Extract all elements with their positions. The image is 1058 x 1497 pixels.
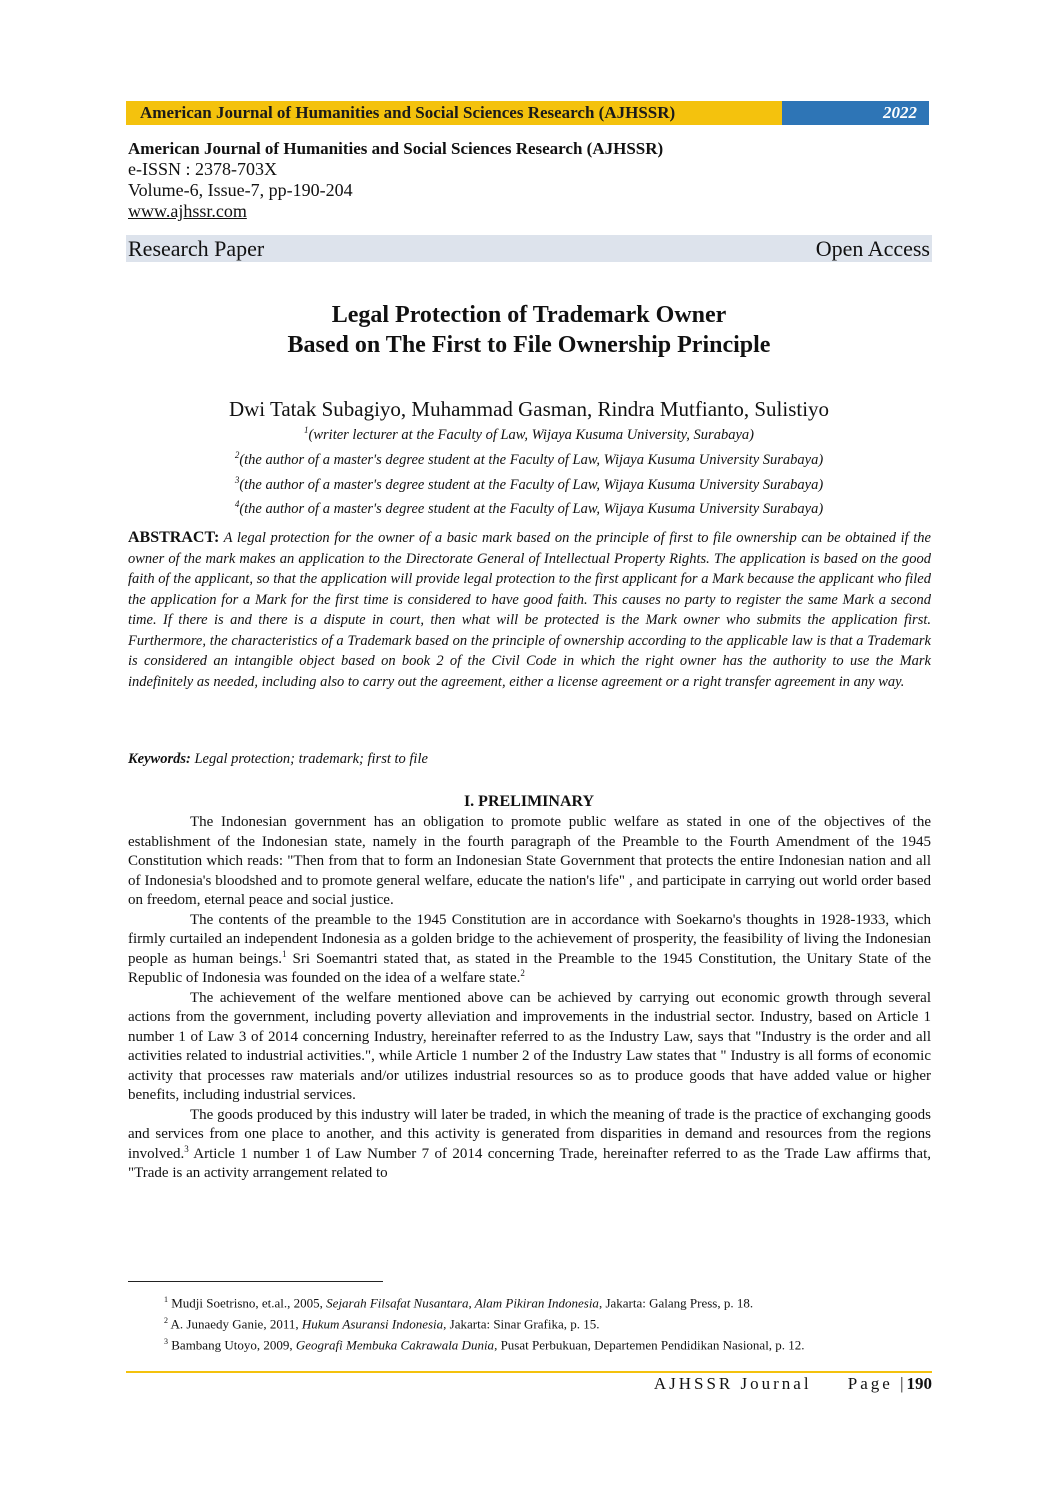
footnote-ref[interactable]: 2 — [520, 968, 525, 978]
affiliation-item: $^2$(the author of a master's degree student at the Faculty of Law, Wijaya Kusuma University Surabaya) — [234, 449, 824, 468]
title-line-2: Based on The First to File Ownership Principle — [287, 332, 771, 358]
page-footer: AJHSSR Journal Page |190 — [653, 1374, 932, 1393]
footer-journal: AJHSSR Journal — [653, 1374, 812, 1393]
footnote: $^1$ Mudji Soetrisno, et.al., 2005, Sejarah Filsafat Nusantara, Alam Pikiran Indonesia, Jakarta: Galang Press, p. 18. — [164, 1295, 754, 1311]
footnote-divider — [128, 1281, 383, 1282]
title-line-1: Legal Protection of Trademark Owner — [331, 302, 727, 328]
meta-issn: e-ISSN : 2378-703X — [128, 159, 277, 179]
paragraph: The Indonesian government has an obligation to promote public welfare as stated in one of the objectives of the establishment of the Indonesian state, namely in the fourth paragraph of the Preamble to the Fourth Amendment of the 1945 Constitution which reads: "Then from that to form an Indonesian State Government that protects the entire Indonesian nation and all of Indonesia's bloodshed and to promote general welfare, educate the nation's life" , and participate in carrying out world order based on freedom, eternal peace and social justice. — [128, 814, 931, 908]
paper-type: Research Paper — [128, 236, 265, 261]
paragraph: The contents of the preamble to the 1945 Constitution are in accordance with Soekarno's thoughts in 1928-1933, which firmly curtailed an independent Indonesia as a golden bridge to the achievement of prosperity, the feasibility of living the Indonesian people as human beings.$^1$ Sri Soemantri stated that, as stated in the Preamble to the 1945 Constitution, the Unitary State of the Republic of Indonesia was founded on the idea of a welfare state.$^2$ — [128, 911, 931, 986]
journal-meta — [128, 138, 663, 222]
paper-type-bar — [126, 235, 932, 262]
abstract — [128, 528, 931, 692]
footer-page-label: Page — [847, 1374, 893, 1393]
journal-header-band — [126, 101, 929, 125]
header-journal-name: American Journal of Humanities and Social Sciences Research (AJHSSR) — [126, 101, 782, 125]
abstract-label: ABSTRACT: — [128, 529, 220, 546]
affiliations — [126, 420, 932, 519]
footnote: $^2$ A. Junaedy Ganie, 2011, Hukum Asuransi Indonesia, Jakarta: Sinar Grafika, p. 15. — [164, 1315, 600, 1332]
abstract-text: A legal protection for the owner of a basic mark based on the principle of first to file ownership can be obtained if the owner of the mark makes an application to the Directorate General of Intellectual Property Rights. The application is based on the good faith of the applicant, so that the application will provide legal protection to the first applicant for a Mark because the applicant who filed the application for a Mark for the first time is considered to have good faith. This causes no party to register the same Mark a second time. If there is and there is a dispute in court, then what will be protected is the Mark owner who submits the application first. Furthermore, the characteristics of a Trademark based on the principle of ownership according to the applicable law is that a Trademark is considered an intangible object based on book 2 of the Civil Code in which the right owner has the authority to use the Mark indefinitely as needed, including also to carry out the agreement, either a license agreement or a right transfer agreement in any way. — [128, 530, 931, 690]
header-year: 2022 — [782, 101, 929, 125]
meta-volume: Volume-6, Issue-7, pp-190-204 — [128, 180, 353, 200]
affiliation-item: $^4$(the author of a master's degree student at the Faculty of Law, Wijaya Kusuma University Surabaya) — [234, 499, 824, 518]
journal-website-link[interactable]: www.ajhssr.com — [128, 201, 247, 221]
meta-journal-title: American Journal of Humanities and Social Sciences Research (AJHSSR) — [128, 139, 664, 158]
footnote-ref[interactable]: 1 — [282, 948, 287, 959]
affiliation-item: $^1$(writer lecturer at the Faculty of Law, Wijaya Kusuma University, Surabaya) — [304, 425, 754, 443]
affiliation-item: $^3$(the author of a master's degree student at the Faculty of Law, Wijaya Kusuma University Surabaya) — [234, 474, 824, 493]
author-list: Dwi Tatak Subagiyo, Muhammad Gasman, Rindra Mutfianto, Sulistiyo — [228, 397, 830, 421]
keywords-text: Legal protection; trademark; first to file — [194, 751, 428, 767]
footnote: $^3$ Bambang Utoyo, 2009, Geografi Membuka Cakrawala Dunia, Pusat Perbukuan, Departemen Pendidikan Nasional, p. 12. — [164, 1336, 805, 1352]
footnote-ref[interactable]: 3 — [184, 1143, 189, 1154]
paper-title — [126, 300, 932, 360]
paragraph: The goods produced by this industry will later be traded, in which the meaning of trade is the practice of exchanging goods and services from one place to another, and this activity is generated from disparities in demand and resources from the regions involved.$^3$ Article 1 number 1 of Law Number 7 of 2014 concerning Trade, hereinafter referred to as the Trade Law affirms that, "Trade is an activity arrangement related to — [128, 1106, 931, 1181]
keywords — [128, 751, 428, 768]
paragraph: The achievement of the welfare mentioned above can be achieved by carrying out economic growth through several actions from the government, including poverty alleviation and improvements in the industrial sector. Industry, based on Article 1 number 1 of Law 3 of 2014 concerning Industry, hereinafter referred to as the Industry Law, says that "Industry is the order and all activities related to industrial activities.", while Article 1 number 2 of the Industry Law states that " Industry is all forms of economic activity that processes raw materials and/or utilizes industrial resources so as to produce goods that have added value or higher benefits, including industrial services. — [128, 989, 931, 1103]
body-text — [128, 813, 931, 1184]
section-heading: I. PRELIMINARY — [463, 793, 595, 810]
access-type: Open Access — [815, 236, 930, 261]
page-number: 190 — [906, 1374, 932, 1393]
footnotes — [128, 1291, 931, 1353]
footer-divider — [126, 1371, 932, 1373]
keywords-label: Keywords: — [128, 751, 191, 767]
